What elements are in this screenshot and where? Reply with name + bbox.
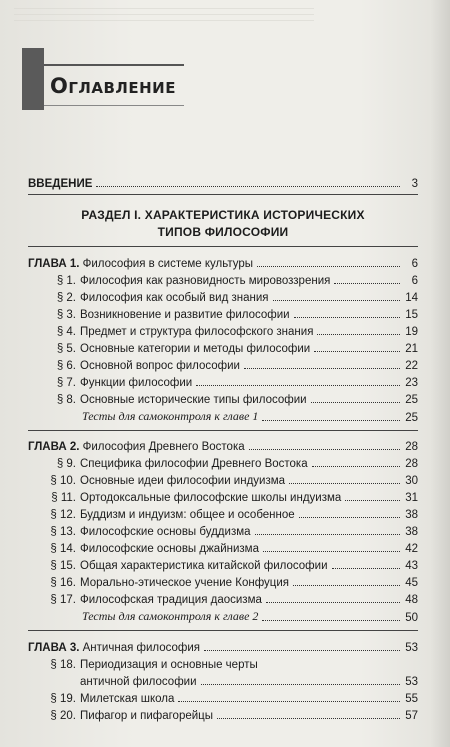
toc-page-number: 55	[405, 693, 418, 705]
section-title: Возникновение и развитие философии	[80, 309, 290, 321]
toc-section[interactable]	[28, 556, 418, 572]
toc-page-number: 25	[405, 394, 418, 406]
section-title: Основные категории и методы философии	[80, 343, 311, 355]
leader-dots	[249, 449, 400, 450]
toc-page-number: 31	[405, 492, 418, 504]
toc-section[interactable]	[28, 288, 418, 304]
toc-page-number: 53	[405, 642, 418, 654]
toc-section[interactable]	[28, 655, 418, 671]
toc-section[interactable]	[28, 471, 418, 487]
section-title: Милетская школа	[80, 693, 175, 705]
toc-section[interactable]	[28, 522, 418, 538]
toc-page-number: 38	[405, 526, 418, 538]
page-edge-shadow	[430, 0, 450, 747]
chapter-title: Философия в системе культуры	[82, 258, 254, 270]
section-title: Специфика философии Древнего Востока	[80, 458, 308, 470]
section-title: Философские основы буддизма	[80, 526, 251, 538]
toc-page-number: 53	[405, 676, 418, 688]
toc-chapter-2[interactable]	[28, 437, 418, 453]
section-title: Философия как разновидность мировоззрения	[80, 275, 331, 287]
toc-page-number: 23	[405, 377, 418, 389]
chapter-title: Философия Древнего Востока	[82, 441, 245, 453]
toc-section[interactable]	[28, 689, 418, 705]
leader-dots	[263, 551, 400, 552]
toc-page-number: 28	[405, 458, 418, 470]
section-title: Пифагор и пифагорейцы	[80, 710, 214, 722]
section-number: § 5.	[56, 343, 76, 355]
section-number: § 9.	[56, 458, 76, 470]
divider	[28, 430, 418, 431]
section-number: § 4.	[56, 326, 76, 338]
leader-dots	[293, 585, 400, 586]
section-number: § 14.	[50, 543, 76, 555]
leader-dots	[178, 701, 400, 702]
test-title: Тесты для самоконтроля к главе 1	[82, 409, 259, 423]
toc-page-number: 45	[405, 577, 418, 589]
section-number: § 20.	[50, 710, 76, 722]
section-title: Функции философии	[80, 377, 193, 389]
toc-page-number: 38	[405, 509, 418, 521]
toc-entry-intro[interactable]	[28, 174, 418, 190]
section-title-continued: античной философии	[80, 676, 197, 688]
chapter-label: ГЛАВА 2.	[28, 441, 80, 453]
toc-page-number: 21	[405, 343, 418, 355]
header-rule-bottom	[44, 105, 184, 106]
toc-page-number: 22	[405, 360, 418, 372]
toc-section[interactable]	[28, 339, 418, 355]
toc-section[interactable]	[28, 271, 418, 287]
section-title: Философия как особый вид знания	[80, 292, 269, 304]
leader-dots	[273, 300, 401, 301]
leader-dots	[289, 483, 400, 484]
toc-section[interactable]	[28, 305, 418, 321]
section-title: Морально-этическое учение Конфуция	[80, 577, 290, 589]
section-number: § 10.	[50, 475, 76, 487]
toc-page-number: 19	[405, 326, 418, 338]
toc-section[interactable]	[28, 356, 418, 372]
toc-section[interactable]	[28, 590, 418, 606]
section-title: Буддизм и индуизм: общее и особенное	[80, 509, 295, 521]
toc-section[interactable]	[28, 505, 418, 521]
part-heading	[28, 207, 418, 241]
section-number: § 18.	[50, 659, 76, 671]
leader-dots	[204, 650, 400, 651]
section-number: § 2.	[56, 292, 76, 304]
leader-dots	[314, 351, 400, 352]
divider	[28, 630, 418, 631]
toc-section[interactable]	[28, 488, 418, 504]
leader-dots	[96, 186, 400, 187]
toc-section[interactable]	[28, 390, 418, 406]
section-number: § 7.	[56, 377, 76, 389]
toc-entry-title: ВВЕДЕНИЕ	[28, 178, 93, 190]
leader-dots	[257, 266, 400, 267]
leader-dots	[311, 402, 400, 403]
leader-dots	[345, 500, 400, 501]
section-title: Основные идеи философии индуизма	[80, 475, 286, 487]
leader-dots	[332, 568, 401, 569]
leader-dots	[294, 317, 400, 318]
section-title: Философская традиция даосизма	[80, 594, 262, 606]
section-number: § 8.	[56, 394, 76, 406]
toc-page-number: 28	[405, 441, 418, 453]
leader-dots	[217, 718, 400, 719]
toc-page-number: 14	[405, 292, 418, 304]
header-bar-decoration	[22, 48, 44, 110]
header-rule-top	[44, 64, 184, 66]
section-number: § 13.	[50, 526, 76, 538]
section-title: Философские основы джайнизма	[80, 543, 259, 555]
chapter-title: Античная философия	[82, 642, 201, 654]
leader-dots	[262, 420, 400, 421]
section-title: Ортодоксальные философские школы индуизма	[80, 492, 342, 504]
test-title: Тесты для самоконтроля к главе 2	[82, 609, 259, 623]
toc-section[interactable]	[28, 373, 418, 389]
section-number: § 15.	[50, 560, 76, 572]
toc-page-number: 15	[405, 309, 418, 321]
section-number: § 12.	[50, 509, 76, 521]
section-number: § 17.	[50, 594, 76, 606]
leader-dots	[317, 334, 400, 335]
toc-page-number: 48	[405, 594, 418, 606]
divider	[28, 194, 418, 195]
leader-dots	[334, 283, 400, 284]
toc-page-number: 25	[405, 412, 418, 424]
leader-dots	[201, 684, 401, 685]
toc-page-number: 42	[405, 543, 418, 555]
leader-dots	[244, 368, 400, 369]
section-number: § 11.	[51, 492, 76, 504]
leader-dots	[266, 602, 400, 603]
leader-dots	[255, 534, 400, 535]
divider	[28, 246, 418, 247]
toc-chapter-1[interactable]	[28, 254, 418, 270]
section-number: § 1.	[56, 275, 76, 287]
toc-section[interactable]	[28, 454, 418, 470]
leader-dots	[312, 466, 400, 467]
section-number: § 16.	[50, 577, 76, 589]
toc-page-number: 50	[405, 612, 418, 624]
section-number: § 6.	[56, 360, 76, 372]
section-title: Основной вопрос философии	[80, 360, 240, 372]
section-number: § 19.	[50, 693, 76, 705]
toc-section[interactable]	[28, 573, 418, 589]
toc-section-continuation[interactable]	[28, 672, 418, 688]
toc-section[interactable]	[28, 322, 418, 338]
toc-test-entry[interactable]	[28, 408, 418, 424]
toc-chapter-3[interactable]	[28, 638, 418, 654]
toc-section[interactable]	[28, 706, 418, 722]
page-title: Оглавление	[50, 74, 176, 98]
section-number: § 3.	[56, 309, 76, 321]
section-title: Периодизация и основные черты	[80, 659, 258, 671]
bleed-through-text	[14, 6, 314, 26]
toc-page-number: 6	[411, 258, 418, 270]
part-heading-line2: ТИПОВ ФИЛОСОФИИ	[157, 225, 289, 239]
leader-dots	[196, 385, 400, 386]
toc-page-number: 30	[405, 475, 418, 487]
section-title: Общая характеристика китайской философии	[80, 560, 328, 572]
toc-test-entry[interactable]	[28, 608, 418, 624]
chapter-label: ГЛАВА 1.	[28, 258, 80, 270]
part-heading-line1: РАЗДЕЛ I. ХАРАКТЕРИСТИКА ИСТОРИЧЕСКИХ	[81, 208, 365, 222]
toc-page-number: 43	[405, 560, 418, 572]
toc-page-number: 3	[411, 178, 418, 190]
toc-page-number: 6	[411, 275, 418, 287]
toc-page-number: 57	[405, 710, 418, 722]
section-title: Основные исторические типы философии	[80, 394, 307, 406]
chapter-label: ГЛАВА 3.	[28, 642, 80, 654]
toc-section[interactable]	[28, 539, 418, 555]
leader-dots	[299, 517, 400, 518]
leader-dots	[262, 620, 400, 621]
section-title: Предмет и структура философского знания	[80, 326, 314, 338]
